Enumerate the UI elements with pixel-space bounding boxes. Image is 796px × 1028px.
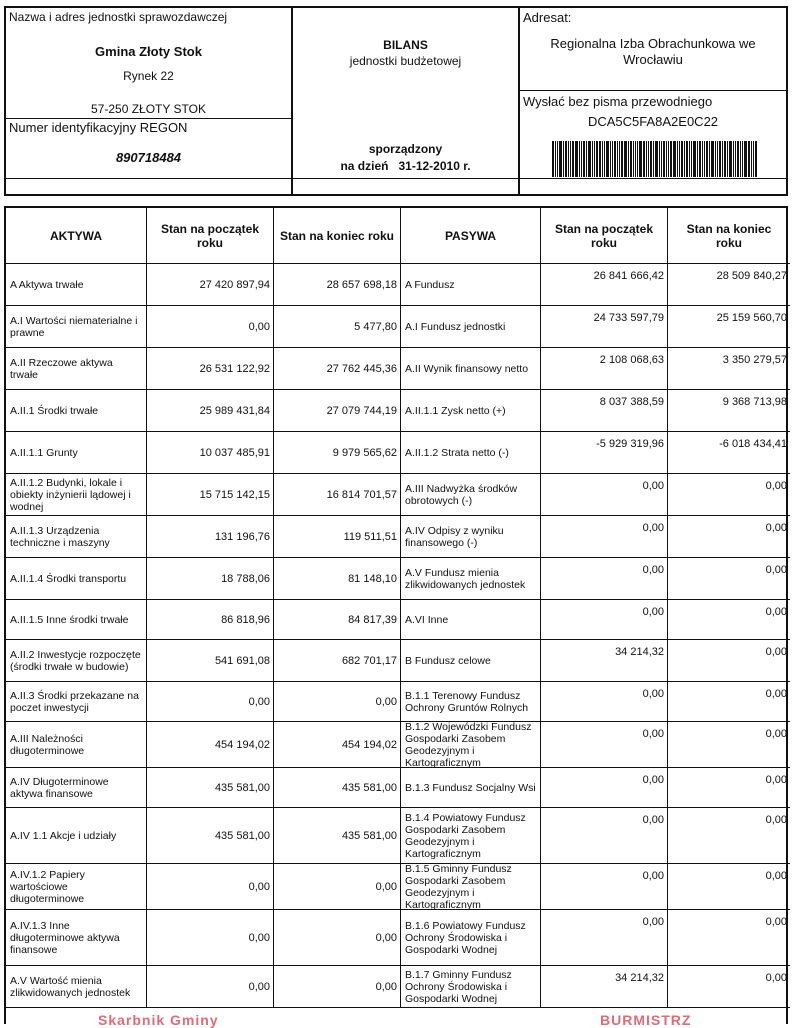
liability-start-value: 0,00: [541, 682, 668, 722]
date-prefix: na dzień: [340, 159, 389, 173]
liability-label: B.1.4 Powiatowy Fundusz Gospodarki Zasobem Geodezyjnym i Kartograficznym: [401, 808, 541, 864]
asset-label: A.II.1.3 Urządzenia techniczne i maszyny: [6, 516, 147, 558]
asset-label: A.III Należności długoterminowe: [6, 722, 147, 768]
asset-label: A.II.1.4 Środki transportu: [6, 558, 147, 600]
asset-start-value: 25 989 431,84: [147, 390, 274, 432]
asset-label: A.IV Długoterminowe aktywa finansowe: [6, 768, 147, 808]
asset-end-value: 0,00: [274, 910, 401, 966]
liability-end-value: 0,00: [668, 864, 790, 910]
unit-name: Gmina Złoty Stok: [95, 44, 202, 59]
liability-end-value: 0,00: [668, 722, 790, 768]
report-date: 31-12-2010 r.: [398, 159, 471, 173]
liability-label: B.1.1 Terenowy Fundusz Ochrony Gruntów Rolnych: [401, 682, 541, 722]
header-pasywa-start: Stan na początek roku: [541, 208, 668, 264]
liability-end-value: 0,00: [668, 910, 790, 966]
liability-end-value: 9 368 713,98: [668, 390, 790, 432]
report-date-line: [293, 159, 518, 173]
liability-end-value: 0,00: [668, 600, 790, 640]
asset-label: A.II.1.5 Inne środki trwałe: [6, 600, 147, 640]
addressee-box: [520, 8, 786, 194]
unit-city: 57-250 ZŁOTY STOK: [91, 102, 206, 116]
asset-start-value: 27 420 897,94: [147, 264, 274, 306]
liability-start-value: 0,00: [541, 600, 668, 640]
asset-start-value: 86 818,96: [147, 600, 274, 640]
liability-start-value: -5 929 319,96: [541, 432, 668, 474]
report-title: BILANS: [383, 38, 428, 52]
asset-end-value: 27 079 744,19: [274, 390, 401, 432]
asset-end-value: 0,00: [274, 966, 401, 1008]
liability-start-value: 8 037 388,59: [541, 390, 668, 432]
liability-start-value: 34 214,32: [541, 966, 668, 1008]
asset-start-value: 0,00: [147, 306, 274, 348]
asset-end-value: 435 581,00: [274, 808, 401, 864]
asset-label: A.II.3 Środki przekazane na poczet inwestycji: [6, 682, 147, 722]
report-header: [4, 6, 788, 196]
liability-label: A.II.1.2 Strata netto (-): [401, 432, 541, 474]
liability-end-value: 28 509 840,27: [668, 264, 790, 306]
asset-end-value: 81 148,10: [274, 558, 401, 600]
report-subtitle: jednostki budżetowej: [349, 54, 462, 68]
liability-end-value: 0,00: [668, 768, 790, 808]
stamp-treasurer: Skarbnik Gminy: [98, 1012, 219, 1028]
liability-start-value: 24 733 597,79: [541, 306, 668, 348]
addressee-label: Adresat:: [523, 10, 572, 25]
liability-label: A.V Fundusz mienia zlikwidowanych jednostek: [401, 558, 541, 600]
asset-end-value: 28 657 698,18: [274, 264, 401, 306]
liability-start-value: 34 214,32: [541, 640, 668, 682]
asset-start-value: 0,00: [147, 910, 274, 966]
liability-end-value: 0,00: [668, 682, 790, 722]
asset-end-value: 119 511,51: [274, 516, 401, 558]
asset-end-value: 84 817,39: [274, 600, 401, 640]
stamp-mayor: BURMISTRZ: [600, 1012, 692, 1028]
header-pasywa-end: Stan na koniec roku: [668, 208, 790, 264]
asset-end-value: 5 477,80: [274, 306, 401, 348]
asset-start-value: 15 715 142,15: [147, 474, 274, 516]
liability-start-value: 0,00: [541, 768, 668, 808]
asset-start-value: 0,00: [147, 682, 274, 722]
liability-end-value: -6 018 434,41: [668, 432, 790, 474]
unit-label: Nazwa i adres jednostki sprawozdawczej: [9, 10, 228, 24]
asset-end-value: 27 762 445,36: [274, 348, 401, 390]
asset-end-value: 435 581,00: [274, 768, 401, 808]
document-code: DCA5C5FA8A2E0C22: [587, 114, 719, 129]
header-aktywa-end: Stan na koniec roku: [274, 208, 401, 264]
liability-label: A.I Fundusz jednostki: [401, 306, 541, 348]
barcode: [552, 141, 768, 177]
liability-label: B.1.5 Gminny Fundusz Gospodarki Zasobem Geodezyjnym i Kartograficznym: [401, 864, 541, 910]
addressee-line2: Wrocławiu: [623, 52, 683, 67]
send-note: Wysłać bez pisma przewodniego: [523, 94, 713, 109]
asset-label: A.II.2 Inwestycje rozpoczęte (środki trwałe w budowie): [6, 640, 147, 682]
liability-start-value: 2 108 068,63: [541, 348, 668, 390]
liability-label: B Fundusz celowe: [401, 640, 541, 682]
asset-label: A Aktywa trwałe: [6, 264, 147, 306]
asset-start-value: 0,00: [147, 864, 274, 910]
header-aktywa-start: Stan na początek roku: [147, 208, 274, 264]
asset-end-value: 682 701,17: [274, 640, 401, 682]
liability-start-value: 0,00: [541, 864, 668, 910]
asset-start-value: 26 531 122,92: [147, 348, 274, 390]
liability-end-value: 0,00: [668, 808, 790, 864]
addressee-line1: Regionalna Izba Obrachunkowa we: [550, 36, 756, 51]
liability-start-value: 0,00: [541, 808, 668, 864]
liability-end-value: 3 350 279,57: [668, 348, 790, 390]
asset-end-value: 454 194,02: [274, 722, 401, 768]
asset-label: A.IV 1.1 Akcje i udziały: [6, 808, 147, 864]
liability-label: A.II.1.1 Zysk netto (+): [401, 390, 541, 432]
liability-start-value: 26 841 666,42: [541, 264, 668, 306]
asset-start-value: 0,00: [147, 966, 274, 1008]
asset-end-value: 9 979 565,62: [274, 432, 401, 474]
asset-label: A.II.1.1 Grunty: [6, 432, 147, 474]
asset-end-value: 0,00: [274, 864, 401, 910]
liability-start-value: 0,00: [541, 558, 668, 600]
liability-end-value: 0,00: [668, 966, 790, 1008]
liability-end-value: 0,00: [668, 640, 790, 682]
liability-label: A.II Wynik finansowy netto: [401, 348, 541, 390]
balance-table: [4, 206, 788, 1024]
liability-label: A.IV Odpisy z wyniku finansowego (-): [401, 516, 541, 558]
liability-end-value: 0,00: [668, 474, 790, 516]
asset-start-value: 131 196,76: [147, 516, 274, 558]
header-aktywa: AKTYWA: [6, 208, 147, 264]
liability-label: A.III Nadwyżka środków obrotowych (-): [401, 474, 541, 516]
liability-label: B.1.2 Wojewódzki Fundusz Gospodarki Zasobem Geodezyjnym i Kartograficznym: [401, 722, 541, 768]
header-pasywa: PASYWA: [401, 208, 541, 264]
asset-label: A.V Wartość mienia zlikwidowanych jednostek: [6, 966, 147, 1008]
reporting-unit-box: [6, 8, 293, 194]
asset-start-value: 435 581,00: [147, 808, 274, 864]
asset-start-value: 10 037 485,91: [147, 432, 274, 474]
asset-start-value: 18 788,06: [147, 558, 274, 600]
title-box: [293, 8, 520, 194]
liability-start-value: 0,00: [541, 516, 668, 558]
asset-label: A.II Rzeczowe aktywa trwałe: [6, 348, 147, 390]
unit-street: Rynek 22: [123, 69, 174, 83]
asset-end-value: 0,00: [274, 682, 401, 722]
asset-start-value: 541 691,08: [147, 640, 274, 682]
asset-label: A.II.1 Środki trwałe: [6, 390, 147, 432]
liability-label: B.1.3 Fundusz Socjalny Wsi: [401, 768, 541, 808]
regon-label: Numer identyfikacyjny REGON: [9, 120, 188, 135]
liability-end-value: 0,00: [668, 516, 790, 558]
asset-label: A.I Wartości niematerialne i prawne: [6, 306, 147, 348]
liability-start-value: 0,00: [541, 474, 668, 516]
prepared-label: sporządzony: [368, 142, 443, 156]
asset-label: A.II.1.2 Budynki, lokale i obiekty inżynierii lądowej i wodnej: [6, 474, 147, 516]
asset-start-value: 454 194,02: [147, 722, 274, 768]
asset-end-value: 16 814 701,57: [274, 474, 401, 516]
liability-start-value: 0,00: [541, 722, 668, 768]
asset-start-value: 435 581,00: [147, 768, 274, 808]
liability-end-value: 0,00: [668, 558, 790, 600]
liability-start-value: 0,00: [541, 910, 668, 966]
liability-label: A.VI Inne: [401, 600, 541, 640]
liability-label: A Fundusz: [401, 264, 541, 306]
regon-number: 890718484: [115, 150, 182, 165]
asset-label: A.IV.1.2 Papiery wartościowe długoterminowe: [6, 864, 147, 910]
liability-end-value: 25 159 560,70: [668, 306, 790, 348]
liability-label: B.1.6 Powiatowy Fundusz Ochrony Środowiska i Gospodarki Wodnej: [401, 910, 541, 966]
asset-label: A.IV.1.3 Inne długoterminowe aktywa finansowe: [6, 910, 147, 966]
liability-label: B.1.7 Gminny Fundusz Ochrony Środowiska i Gospodarki Wodnej: [401, 966, 541, 1008]
